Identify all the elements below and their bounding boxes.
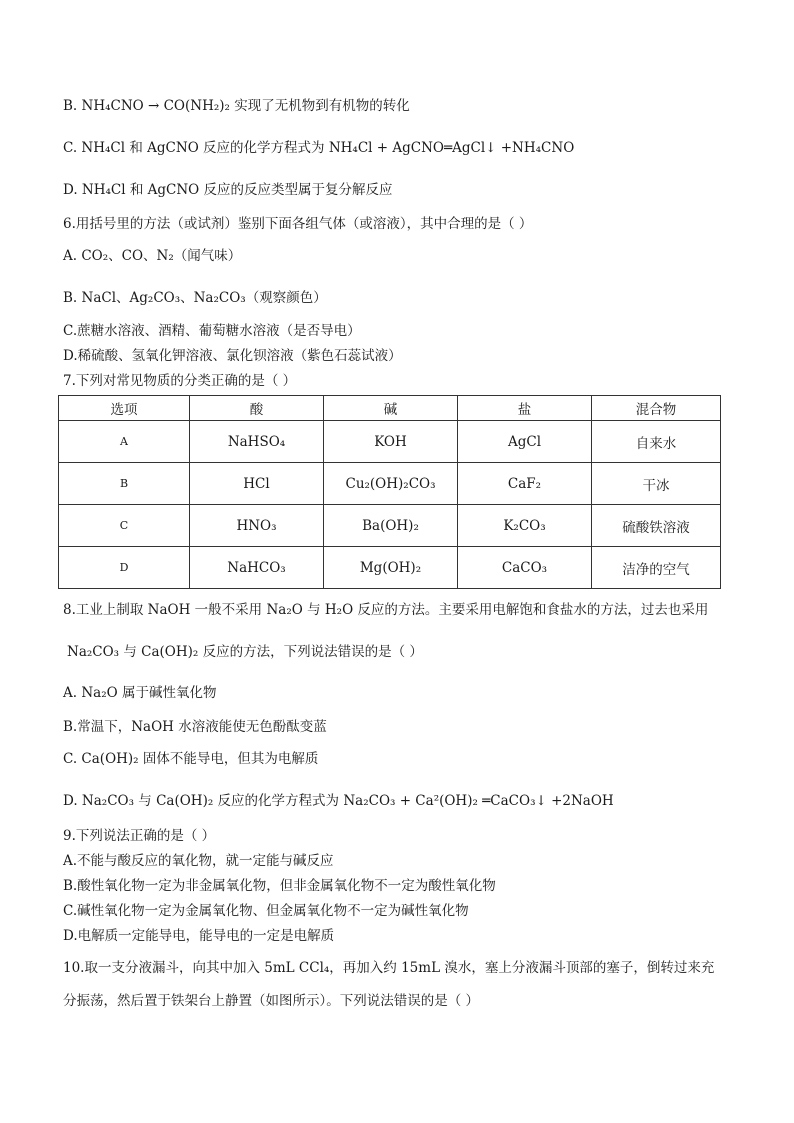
question-6-option-b: B. NaCl、Ag₂CO₃、Na₂CO₃（观察颜色）: [63, 290, 327, 306]
classification-table: [58, 395, 721, 589]
header-base: 碱: [324, 396, 458, 421]
cell-option: D: [59, 547, 190, 589]
question-10-line-2: 分振荡，然后置于铁架台上静置（如图所示）。下列说法错误的是（ ）: [63, 993, 480, 1009]
cell-acid: NaHSO₄: [190, 421, 324, 463]
cell-acid: HNO₃: [190, 505, 324, 547]
cell-mixture: 干冰: [592, 463, 721, 505]
question-7: 7.下列对常见物质的分类正确的是（ ）: [63, 373, 297, 389]
cell-acid: NaHCO₃: [190, 547, 324, 589]
header-option: 选项: [59, 396, 190, 421]
header-acid: 酸: [190, 396, 324, 421]
header-salt: 盐: [458, 396, 592, 421]
question-6-option-a: A. CO₂、CO、N₂（闻气味）: [63, 248, 242, 264]
question-6-option-d: D.稀硫酸、氢氧化钾溶液、氯化钡溶液（紫色石蕊试液）: [63, 348, 402, 364]
cell-option: C: [59, 505, 190, 547]
cell-option: A: [59, 421, 190, 463]
cell-base: KOH: [324, 421, 458, 463]
table-row: [59, 547, 721, 589]
question-9-option-a: A.不能与酸反应的氧化物，就一定能与碱反应: [63, 853, 334, 869]
cell-salt: CaF₂: [458, 463, 592, 505]
question-9-option-b: B.酸性氧化物一定为非金属氧化物，但非金属氧化物不一定为酸性氧化物: [63, 878, 496, 894]
table-header-row: [59, 396, 721, 421]
cell-mixture: 自来水: [592, 421, 721, 463]
table-row: [59, 463, 721, 505]
question-6-option-c: C.蔗糖水溶液、酒精、葡萄糖水溶液（是否导电）: [63, 323, 361, 339]
question-8-line-1: 8.工业上制取 NaOH 一般不采用 Na₂O 与 H₂O 反应的方法。主要采用电解饱和食盐水的方法，过去也采用: [63, 602, 709, 618]
question-8-line-2: Na₂CO₃ 与 Ca(OH)₂ 反应的方法，下列说法错误的是（ ）: [67, 644, 423, 660]
question-9-option-c: C.碱性氧化物一定为金属氧化物、但金属氧化物不一定为碱性氧化物: [63, 903, 469, 919]
question-8-option-a: A. Na₂O 属于碱性氧化物: [63, 685, 217, 701]
cell-salt: AgCl: [458, 421, 592, 463]
question-9: 9.下列说法正确的是（ ）: [63, 828, 216, 844]
cell-base: Ba(OH)₂: [324, 505, 458, 547]
question-8-option-b: B.常温下，NaOH 水溶液能使无色酚酞变蓝: [63, 719, 327, 735]
question-10-line-1: 10.取一支分液漏斗，向其中加入 5mL CCl₄，再加入约 15mL 溴水，塞上分液漏斗顶部的塞子，倒转过来充: [63, 960, 715, 976]
header-mixture: 混合物: [592, 396, 721, 421]
cell-acid: HCl: [190, 463, 324, 505]
cell-salt: K₂CO₃: [458, 505, 592, 547]
statement-c: C. NH₄Cl 和 AgCNO 反应的化学方程式为 NH₄Cl + AgCNO═AgCl↓ +NH₄CNO: [63, 140, 575, 156]
cell-salt: CaCO₃: [458, 547, 592, 589]
cell-base: Cu₂(OH)₂CO₃: [324, 463, 458, 505]
question-8-option-c: C. Ca(OH)₂ 固体不能导电，但其为电解质: [63, 751, 319, 767]
statement-d: D. NH₄Cl 和 AgCNO 反应的反应类型属于复分解反应: [63, 182, 393, 198]
cell-option: B: [59, 463, 190, 505]
cell-mixture: 洁净的空气: [592, 547, 721, 589]
table-row: [59, 421, 721, 463]
table-row: [59, 505, 721, 547]
question-8-option-d: D. Na₂CO₃ 与 Ca(OH)₂ 反应的化学方程式为 Na₂CO₃ + Ca²(OH)₂ ═CaCO₃↓ +2NaOH: [63, 793, 614, 809]
cell-base: Mg(OH)₂: [324, 547, 458, 589]
cell-mixture: 硫酸铁溶液: [592, 505, 721, 547]
question-9-option-d: D.电解质一定能导电，能导电的一定是电解质: [63, 928, 335, 944]
statement-b: B. NH₄CNO → CO(NH₂)₂ 实现了无机物到有机物的转化: [63, 98, 410, 114]
question-6: 6.用括号里的方法（或试剂）鉴别下面各组气体（或溶液），其中合理的是（ ）: [63, 216, 533, 232]
